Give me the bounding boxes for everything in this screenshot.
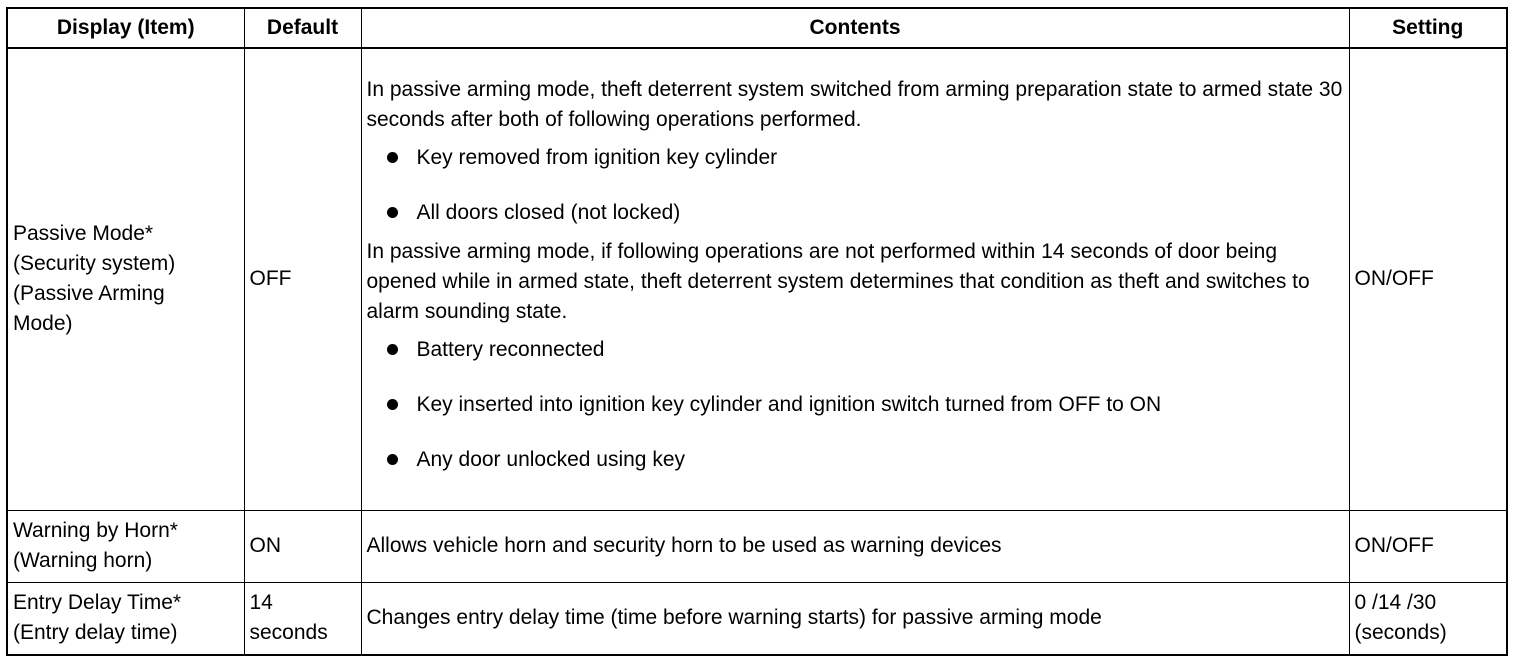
setting-value: ON/OFF [1354,267,1434,291]
default-value: 14 [249,591,273,615]
item-cell [7,510,244,582]
header-display-item: Display (Item) [7,8,244,48]
list-item [387,392,1344,417]
list-item-text: Key inserted into ignition key cylinder and ignition switch turned from OFF to ON [416,392,1162,416]
contents-cell: Changes entry delay time (time before warning starts) for passive arming mode [361,582,1349,655]
table-row-entry-delay [7,582,1507,655]
table-row-warning-horn [7,510,1507,582]
setting-cell [1349,510,1507,582]
bullet-dot-icon [387,152,398,163]
setting-unit: (seconds) [1354,621,1447,645]
default-cell [244,582,361,655]
setting-value: ON/OFF [1354,534,1434,557]
item-cell [7,582,244,655]
list-item [387,447,1344,472]
default-unit: seconds [249,621,328,645]
item-name: Entry Delay Time* [13,591,182,615]
contents-cell [361,48,1349,510]
list-item [387,200,1344,225]
item-cell [7,48,244,510]
item-name: Passive Mode* [13,222,154,246]
item-subname: (Passive Arming [13,282,165,306]
default-cell [244,48,361,510]
setting-cell [1349,582,1507,655]
list-item [387,145,1344,170]
item-subname: (Entry delay time) [13,621,178,645]
item-subname: (Security system) [13,252,176,276]
default-cell [244,510,361,582]
contents-paragraph: In passive arming mode, if following operations are not performed within 14 seconds of door being opened while in armed state, theft deterrent system determines that condition as theft and switches to alarm sounding state. [366,239,1310,323]
header-row [7,8,1507,48]
settings-table [6,7,1508,656]
default-value: ON [249,534,281,557]
default-value: OFF [249,267,292,291]
header-contents: Contents [361,8,1349,48]
table-row-passive-mode [7,48,1507,510]
bullet-list [367,145,1344,225]
contents-cell: Allows vehicle horn and security horn to be used as warning devices [361,510,1349,582]
header-setting: Setting [1349,8,1507,48]
bullet-list [367,337,1344,472]
contents-paragraph: In passive arming mode, theft deterrent system switched from arming preparation state to armed state 30 seconds after both of following operations performed. [366,77,1343,131]
list-item-text: All doors closed (not locked) [416,200,681,224]
item-name: Warning by Horn* [13,519,178,542]
header-default: Default [244,8,361,48]
bullet-dot-icon [387,344,398,355]
list-item-text: Key removed from ignition key cylinder [416,145,778,169]
list-item-text: Any door unlocked using key [416,447,685,471]
list-item [387,337,1344,362]
bullet-dot-icon [387,399,398,410]
list-item-text: Battery reconnected [416,337,605,361]
bullet-dot-icon [387,454,398,465]
item-subname: Mode) [13,312,73,336]
bullet-dot-icon [387,207,398,218]
item-subname: (Warning horn) [13,549,153,572]
setting-cell [1349,48,1507,510]
setting-value: 0 /14 /30 [1354,591,1437,615]
